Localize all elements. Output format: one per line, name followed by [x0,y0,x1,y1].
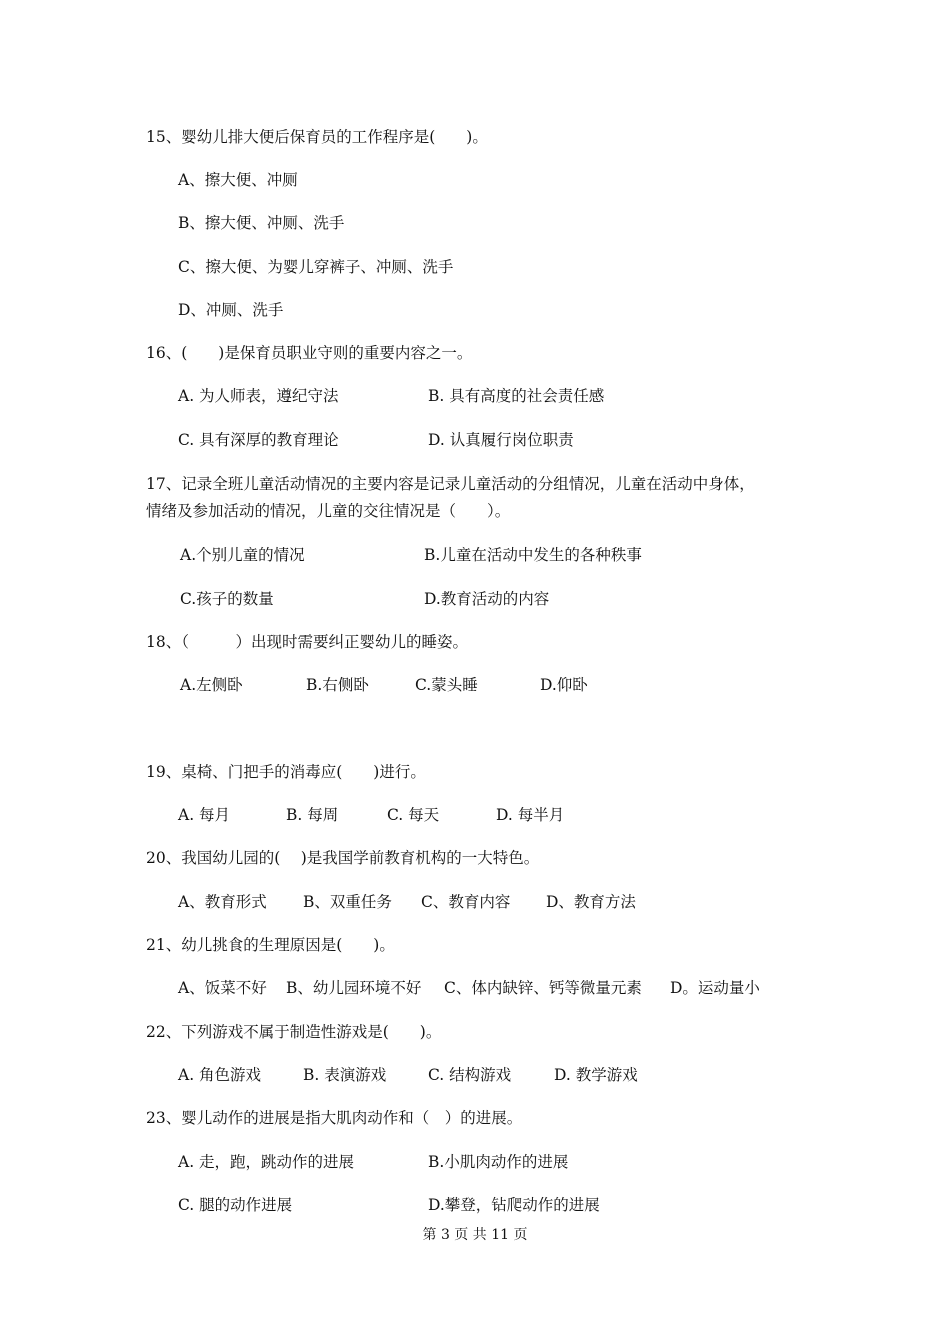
question-23-stem: 23、婴儿动作的进展是指大肌肉动作和（ ）的进展。 [146,1109,523,1127]
question-20-option-b: B、双重任务 [303,893,392,911]
question-22-stem: 22、下列游戏不属于制造性游戏是( )。 [146,1023,442,1041]
question-19-option-a: A. 每月 [178,806,231,824]
question-17-stem-line-1: 17、记录全班儿童活动情况的主要内容是记录儿童活动的分组情况，儿童在活动中身体， [146,475,755,493]
question-18-option-c: C.蒙头睡 [415,676,478,694]
question-19-option-b: B. 每周 [286,806,339,824]
question-16-option-d: D. 认真履行岗位职责 [428,431,574,449]
question-21-option-c: C、体内缺锌、钙等微量元素 [444,979,642,997]
question-23-option-c: C. 腿的动作进展 [178,1196,293,1214]
question-21-stem: 21、幼儿挑食的生理原因是( )。 [146,936,395,954]
question-17-option-a: A.个别儿童的情况 [180,546,305,564]
question-20-option-c: C、教育内容 [421,893,511,911]
question-18-option-d: D.仰卧 [540,676,588,694]
question-17-stem-line-2: 情绪及参加活动的情况，儿童的交往情况是（ ）。 [146,502,511,520]
page-footer: 第 3 页 共 11 页 [422,1227,528,1243]
question-22-option-d: D. 教学游戏 [554,1066,638,1084]
question-22-option-a: A. 角色游戏 [178,1066,262,1084]
question-16-stem: 16、( )是保育员职业守则的重要内容之一。 [146,344,473,362]
question-21-option-d: D。运动量小 [670,979,760,997]
question-20-stem: 20、我国幼儿园的( )是我国学前教育机构的一大特色。 [146,849,540,867]
question-18-stem: 18、（ ）出现时需要纠正婴幼儿的睡姿。 [146,633,468,651]
question-23-option-b: B.小肌肉动作的进展 [428,1153,569,1171]
question-21-option-a: A、饭菜不好 [178,979,267,997]
question-20-option-a: A、教育形式 [178,893,267,911]
question-20-option-d: D、教育方法 [546,893,636,911]
question-23-option-a: A. 走，跑，跳动作的进展 [178,1153,355,1171]
question-16-option-c: C. 具有深厚的教育理论 [178,431,339,449]
question-15-option-a: A、擦大便、冲厕 [178,171,298,189]
question-18-option-a: A.左侧卧 [180,676,243,694]
question-19-stem: 19、桌椅、门把手的消毒应( )进行。 [146,763,426,781]
question-15-stem: 15、婴幼儿排大便后保育员的工作程序是( )。 [146,128,488,146]
question-15-option-b: B、擦大便、冲厕、洗手 [178,214,345,232]
question-18-option-b: B.右侧卧 [306,676,369,694]
question-19-option-d: D. 每半月 [496,806,565,824]
question-17-option-c: C.孩子的数量 [180,590,274,608]
question-15-option-c: C、擦大便、为婴儿穿裤子、冲厕、洗手 [178,258,454,276]
question-15-option-d: D、冲厕、洗手 [178,301,284,319]
question-21-option-b: B、幼儿园环境不好 [286,979,422,997]
question-19-option-c: C. 每天 [387,806,440,824]
question-23-option-d: D.攀登，钻爬动作的进展 [428,1196,600,1214]
question-17-option-d: D.教育活动的内容 [424,590,550,608]
question-22-option-c: C. 结构游戏 [428,1066,512,1084]
question-17-option-b: B.儿童在活动中发生的各种秩事 [424,546,642,564]
question-22-option-b: B. 表演游戏 [303,1066,387,1084]
question-16-option-b: B. 具有高度的社会责任感 [428,387,605,405]
question-16-option-a: A. 为人师表，遵纪守法 [178,387,339,405]
